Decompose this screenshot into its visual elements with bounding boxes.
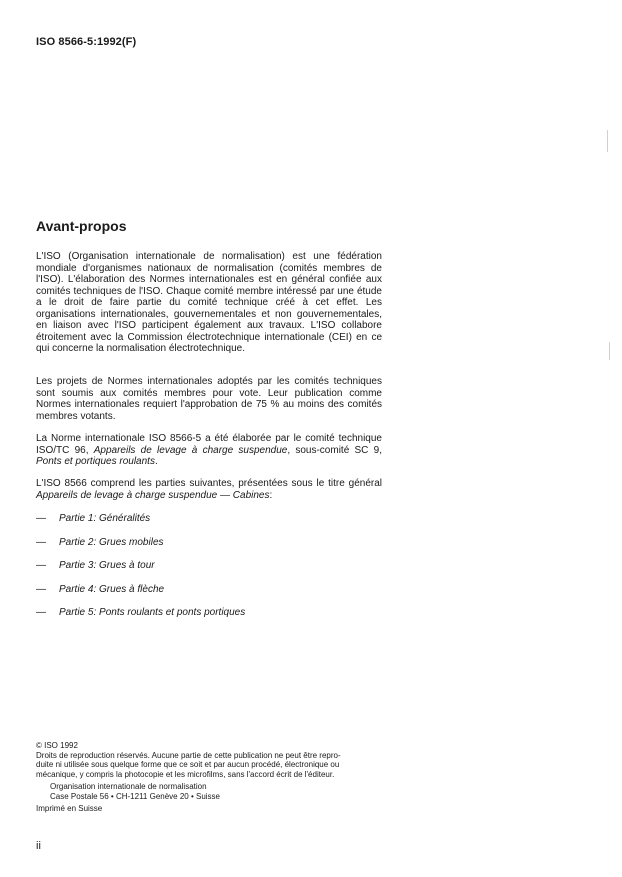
list-dash: — (36, 560, 46, 571)
part-title: Grues mobiles (99, 536, 164, 548)
part-number: Partie 1: (59, 513, 97, 524)
paragraph-text: , sous-comité SC 9, (287, 444, 382, 456)
organisation-address: Case Postale 56 • CH-1211 Genève 20 • Suisse (50, 791, 220, 801)
part-number: Partie 3: (59, 560, 97, 571)
list-item (36, 536, 245, 560)
organisation-name: Organisation internationale de normalisation (50, 782, 207, 791)
foreword-paragraph-2: Les projets de Normes internationales adoptés par les comités techniques sont soumis aux comités membres pour vote. Leur publication comme Normes internationales requiert l'approbation de 75 % au moins des comités membres votants. (36, 376, 382, 422)
standard-identifier: ISO 8566-5:1992(F) (36, 36, 137, 48)
foreword-paragraph-1: L'ISO (Organisation internationale de normalisation) est une fédération mondiale d'organismes nationaux de normalisation (comités membres de l'ISO). L'élaboration des Normes internationales est en général confiée aux comités techniques de l'ISO. Chaque comité membre intéressé par une étude a le droit de faire partie du comité technique créé à cet effet. Les organisations internationales, gouvernementales et non gouvernementales, en liaison avec l'ISO participent également aux travaux. L'ISO collabore étroitement avec la Commission électrotechnique internationale (CEI) en ce qui concerne la normalisation électrotechnique. (36, 251, 382, 354)
parts-list (36, 512, 245, 630)
list-item (36, 583, 245, 607)
list-dash: — (36, 583, 46, 595)
scan-artifact (607, 130, 608, 152)
copyright-block (36, 741, 382, 814)
paragraph-text: : (269, 489, 273, 501)
part-number: Partie 4: (59, 583, 97, 595)
paragraph-text: La Norme internationale ISO 8566-5 a été élaborée par le comité technique ISO/TC 96, (36, 433, 382, 456)
list-item (36, 512, 245, 536)
printed-in: Imprimé en Suisse (36, 804, 103, 813)
part-title: Ponts roulants et ponts portiques (99, 607, 246, 618)
part-title: Grues à flèche (99, 583, 165, 595)
rights-text: Droits de reproduction réservés. Aucune partie de cette publication ne peut être repro- (36, 750, 341, 760)
part-number: Partie 2: (59, 536, 97, 548)
part-title: Grues à tour (99, 560, 155, 571)
copyright-notice: © ISO 1992 (36, 741, 78, 750)
paragraph-text: L'ISO 8566 comprend les parties suivantes, présentées sous le titre général (36, 478, 382, 489)
section-title: Avant-propos (36, 218, 127, 234)
committee-title: Appareils de levage à charge suspendue (93, 444, 288, 456)
list-dash: — (36, 607, 46, 618)
list-item (36, 606, 245, 630)
foreword-paragraph-3 (36, 433, 382, 468)
part-number: Partie 5: (59, 607, 97, 618)
list-dash: — (36, 536, 46, 548)
subcommittee-title: Ponts et portiques roulants (36, 456, 155, 467)
list-dash: — (36, 513, 46, 524)
general-title: Appareils de levage à charge suspendue — Cabines (36, 489, 270, 501)
foreword-paragraph-4 (36, 478, 382, 501)
rights-text: mécanique, y compris la photocopie et les microfilms, sans l'accord écrit de l'éditeur. (36, 769, 335, 779)
page-number: ii (36, 840, 41, 852)
list-item (36, 559, 245, 583)
rights-text: duite ni utilisée sous quelque forme que ce soit et par aucun procédé, électronique ou (36, 760, 340, 769)
part-title: Généralités (99, 513, 151, 524)
paragraph-text: . (154, 456, 158, 467)
scan-artifact (609, 342, 610, 360)
